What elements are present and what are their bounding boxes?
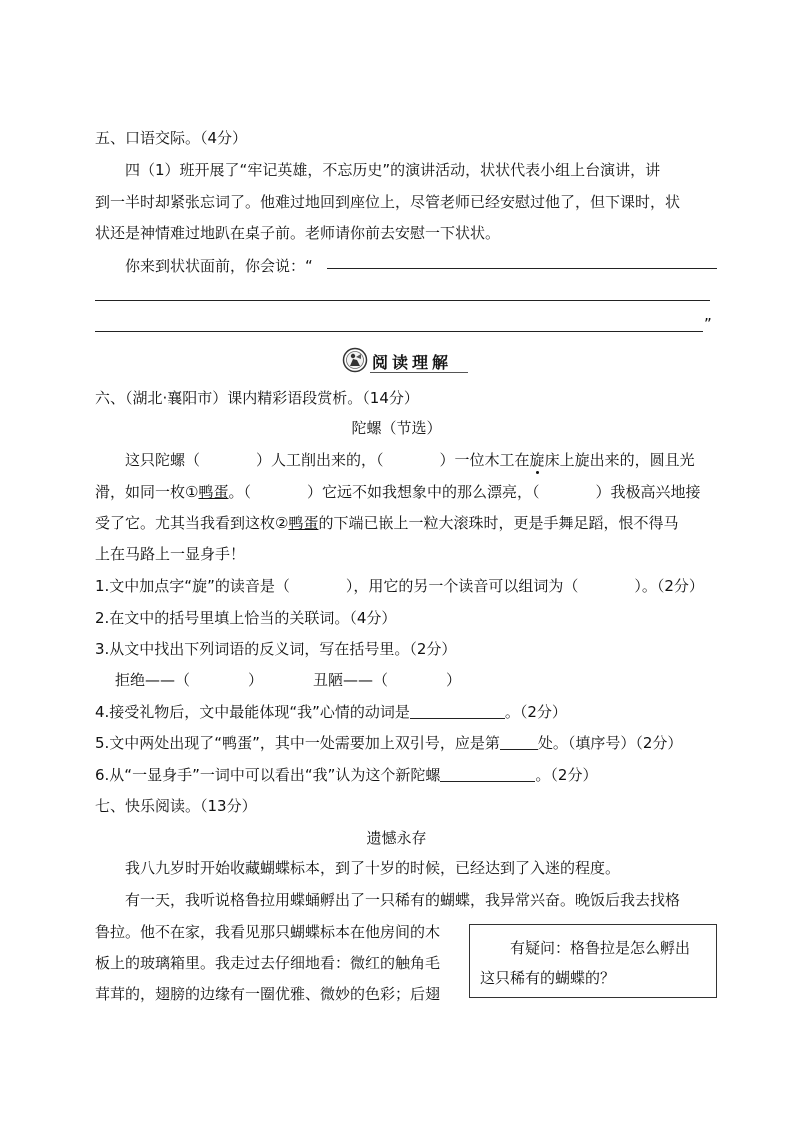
annotation-text: 这只稀有的蝴蝶的？ (480, 969, 616, 987)
antonym-row (115, 670, 461, 690)
passage-line: 我八九岁时开始收藏蝴蝶标本，到了十岁的时候，已经达到了入迷的程度。 (125, 859, 621, 877)
passage-line (95, 482, 701, 502)
text-fragment: ） (248, 671, 264, 689)
passage-line (125, 450, 695, 470)
passage-title: 陀螺（节选） (351, 419, 442, 437)
text-fragment: 受了它。尤其当我看到这枚② (95, 514, 289, 532)
text-fragment: 床上旋出来的，圆且光 (544, 451, 695, 469)
text-fragment: 。（ (228, 483, 251, 501)
passage-title: 遗憾永存 (366, 829, 427, 847)
answer-line[interactable] (327, 268, 717, 269)
section5-paragraph-line: 到一半时却紧张忘词了。他难过地回到座位上，尽管老师已经安慰过他了，但下课时，状 (95, 193, 681, 211)
text-fragment: 处。（填序号）（2分） (537, 734, 683, 752)
section5-paragraph-line: 四（1）班开展了“牢记英雄，不忘历史”的演讲活动，状状代表小组上台演讲，讲 (125, 161, 661, 179)
section5-prompt: 你来到状状面前，你会说：“ (125, 257, 313, 275)
question-4 (95, 702, 567, 722)
underlined-word: 鸭蛋 (288, 514, 319, 532)
answer-blank[interactable] (440, 765, 535, 782)
banner-label: 阅读理解 (372, 353, 453, 372)
answer-line[interactable] (95, 331, 703, 332)
text-fragment: ）。（2分） (634, 577, 704, 595)
antonym-item: 拒绝——（ (115, 671, 191, 689)
text-fragment: 1.文中加点字“旋”的读音是（ (95, 577, 290, 595)
answer-line[interactable] (95, 300, 710, 301)
reading-banner (342, 347, 470, 375)
text-fragment: ）人工削出来的，（ (256, 451, 384, 469)
antonym-item: 丑陋——（ (313, 671, 389, 689)
text-fragment: 4.接受礼物后，文中最能体现“我”心情的动词是 (95, 703, 410, 721)
question-5 (95, 733, 682, 753)
passage-line: 茸茸的，翅膀的边缘有一圈优雅、微妙的色彩；后翅 (95, 985, 441, 1003)
annotation-box (469, 924, 717, 998)
section5-title: 五、口语交际。（4分） (95, 129, 248, 147)
dotted-character: 旋 (529, 451, 545, 469)
text-fragment: ），用它的另一个读音可以组词为（ (345, 577, 579, 595)
text-fragment: 5.文中两处出现了“鸭蛋”，其中一处需要加上双引号，应是第 (95, 734, 500, 752)
question-3: 3.从文中找出下列词语的反义词，写在括号里。（2分） (95, 640, 457, 658)
reading-badge-icon (342, 347, 368, 373)
text-fragment: 。（2分） (504, 703, 567, 721)
text-fragment: ）一位木工在 (439, 451, 530, 469)
question-1 (95, 576, 704, 596)
passage-line: 上在马路上一显身手！ (95, 545, 246, 563)
text-fragment: ） (446, 671, 462, 689)
text-fragment: 这只陀螺（ (125, 451, 201, 469)
section5-paragraph-line: 状还是神情难过地趴在桌子前。老师请你前去安慰一下状状。 (95, 224, 501, 242)
text-fragment: ）它远不如我想象中的那么漂亮，（ (306, 483, 540, 501)
text-fragment: 。（2分） (535, 766, 598, 784)
question-6 (95, 765, 597, 785)
question-2: 2.在文中的括号里填上恰当的关联词。（4分） (95, 609, 397, 627)
close-quote: ” (704, 315, 712, 333)
text-fragment: 的下端已嵌上一粒大滚珠时，更是手舞足蹈，恨不得马 (318, 514, 679, 532)
passage-line (95, 513, 678, 533)
underlined-word: 鸭蛋 (198, 483, 229, 501)
answer-blank[interactable] (500, 733, 538, 750)
text-fragment: ）我极高兴地接 (595, 483, 701, 501)
passage-line: 鲁拉。他不在家，我看见那只蝴蝶标本在他房间的木 (95, 923, 441, 941)
section7-title: 七、快乐阅读。（13分） (95, 797, 257, 815)
banner-underline (370, 372, 468, 373)
passage-line: 板上的玻璃箱里。我走过去仔细地看：微红的触角毛 (95, 954, 441, 972)
text-fragment: 6.从“一显身手”一词中可以看出“我”认为这个新陀螺 (95, 766, 441, 784)
passage-line: 有一天，我听说格鲁拉用蝶蛹孵出了一只稀有的蝴蝶，我异常兴奋。晚饭后我去找格 (125, 891, 681, 909)
answer-blank[interactable] (410, 702, 505, 719)
annotation-text: 有疑问：格鲁拉是怎么孵出 (510, 939, 691, 957)
text-fragment: 滑，如同一枚① (95, 483, 199, 501)
section6-title: 六、（湖北·襄阳市）课内精彩语段赏析。（14分） (95, 389, 419, 407)
